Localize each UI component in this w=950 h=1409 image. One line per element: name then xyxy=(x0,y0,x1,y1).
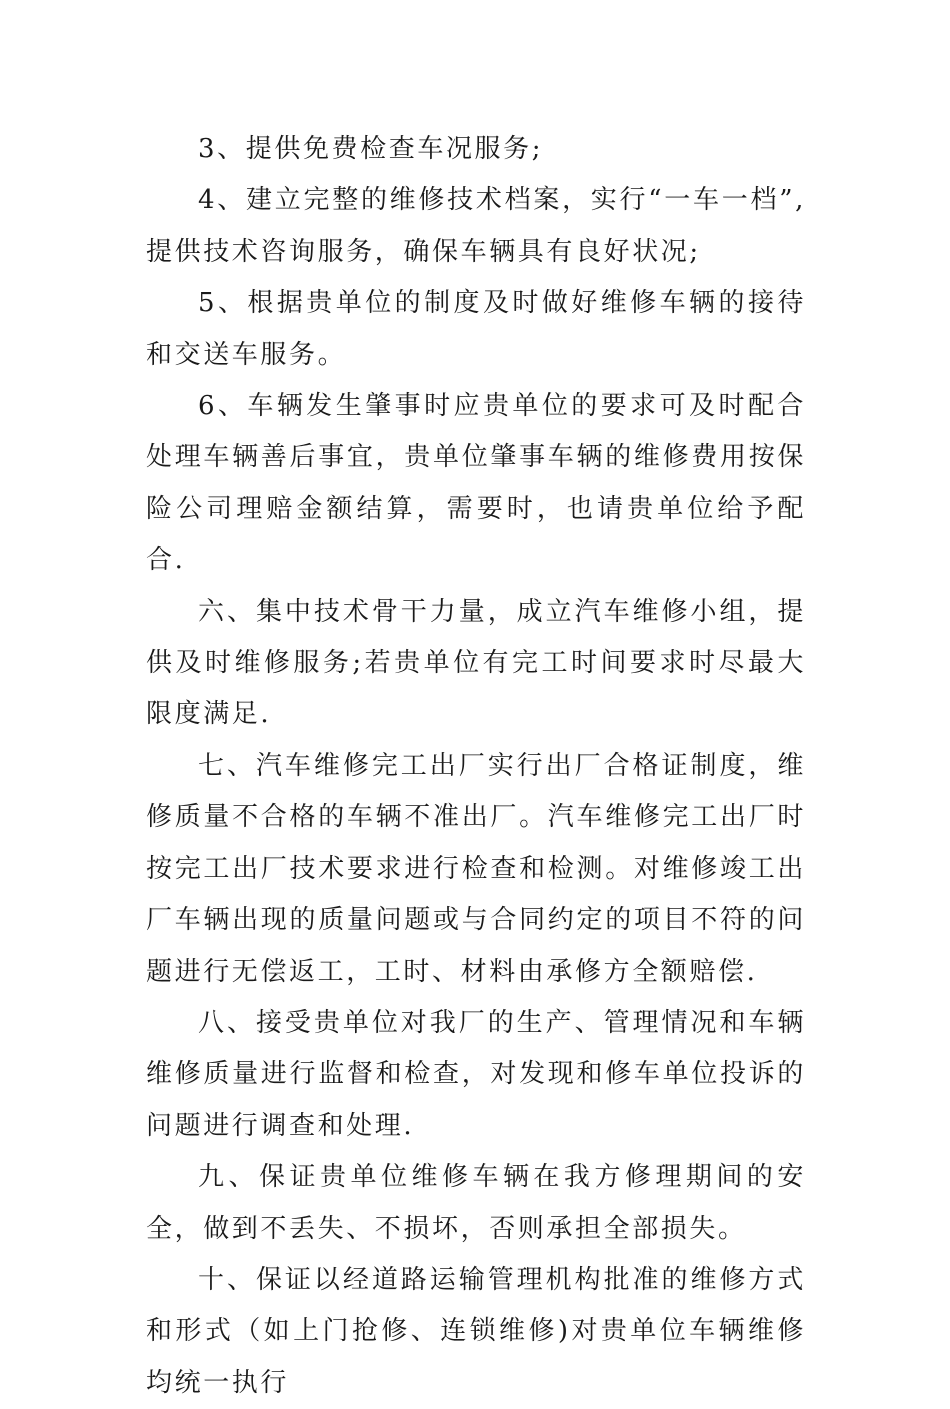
paragraph-section-6: 六、集中技术骨干力量，成立汽车维修小组，提供及时维修服务;若贵单位有完工时间要求时尽最大限度满足. xyxy=(146,596,806,730)
paragraph-item-5: 5、根据贵单位的制度及时做好维修车辆的接待和交送车服务。 xyxy=(146,288,806,370)
paragraph-section-8: 八、接受贵单位对我厂的生产、管理情况和车辆维修质量进行监督和检查，对发现和修车单位投诉的问题进行调查和处理. xyxy=(146,1007,806,1141)
paragraph-section-9: 九、保证贵单位维修车辆在我方修理期间的安全，做到不丢失、不损坏，否则承担全部损失。 xyxy=(146,1162,806,1244)
paragraph-item-6: 6、车辆发生肇事时应贵单位的要求可及时配合处理车辆善后事宜，贵单位肇事车辆的维修费用按保险公司理赔金额结算，需要时，也请贵单位给予配合. xyxy=(146,391,806,576)
paragraph-item-3: 3、提供免费检查车况服务; xyxy=(198,134,544,164)
paragraph-section-7: 七、汽车维修完工出厂实行出厂合格证制度，维修质量不合格的车辆不准出厂。汽车维修完工出厂时按完工出厂技术要求进行检查和检测。对维修竣工出厂车辆出现的质量问题或与合同约定的项目不符的问题进行无偿返工，工时、材料由承修方全额赔偿. xyxy=(146,750,806,987)
document-body xyxy=(146,124,806,1409)
paragraph-item-4: 4、建立完整的维修技术档案，实行“一车一档”,提供技术咨询服务，确保车辆具有良好状况; xyxy=(146,185,806,267)
paragraph-section-10: 十、保证以经道路运输管理机构批准的维修方式和形式（如上门抢修、连锁维修)对贵单位车辆维修均统一执行 xyxy=(146,1264,806,1398)
